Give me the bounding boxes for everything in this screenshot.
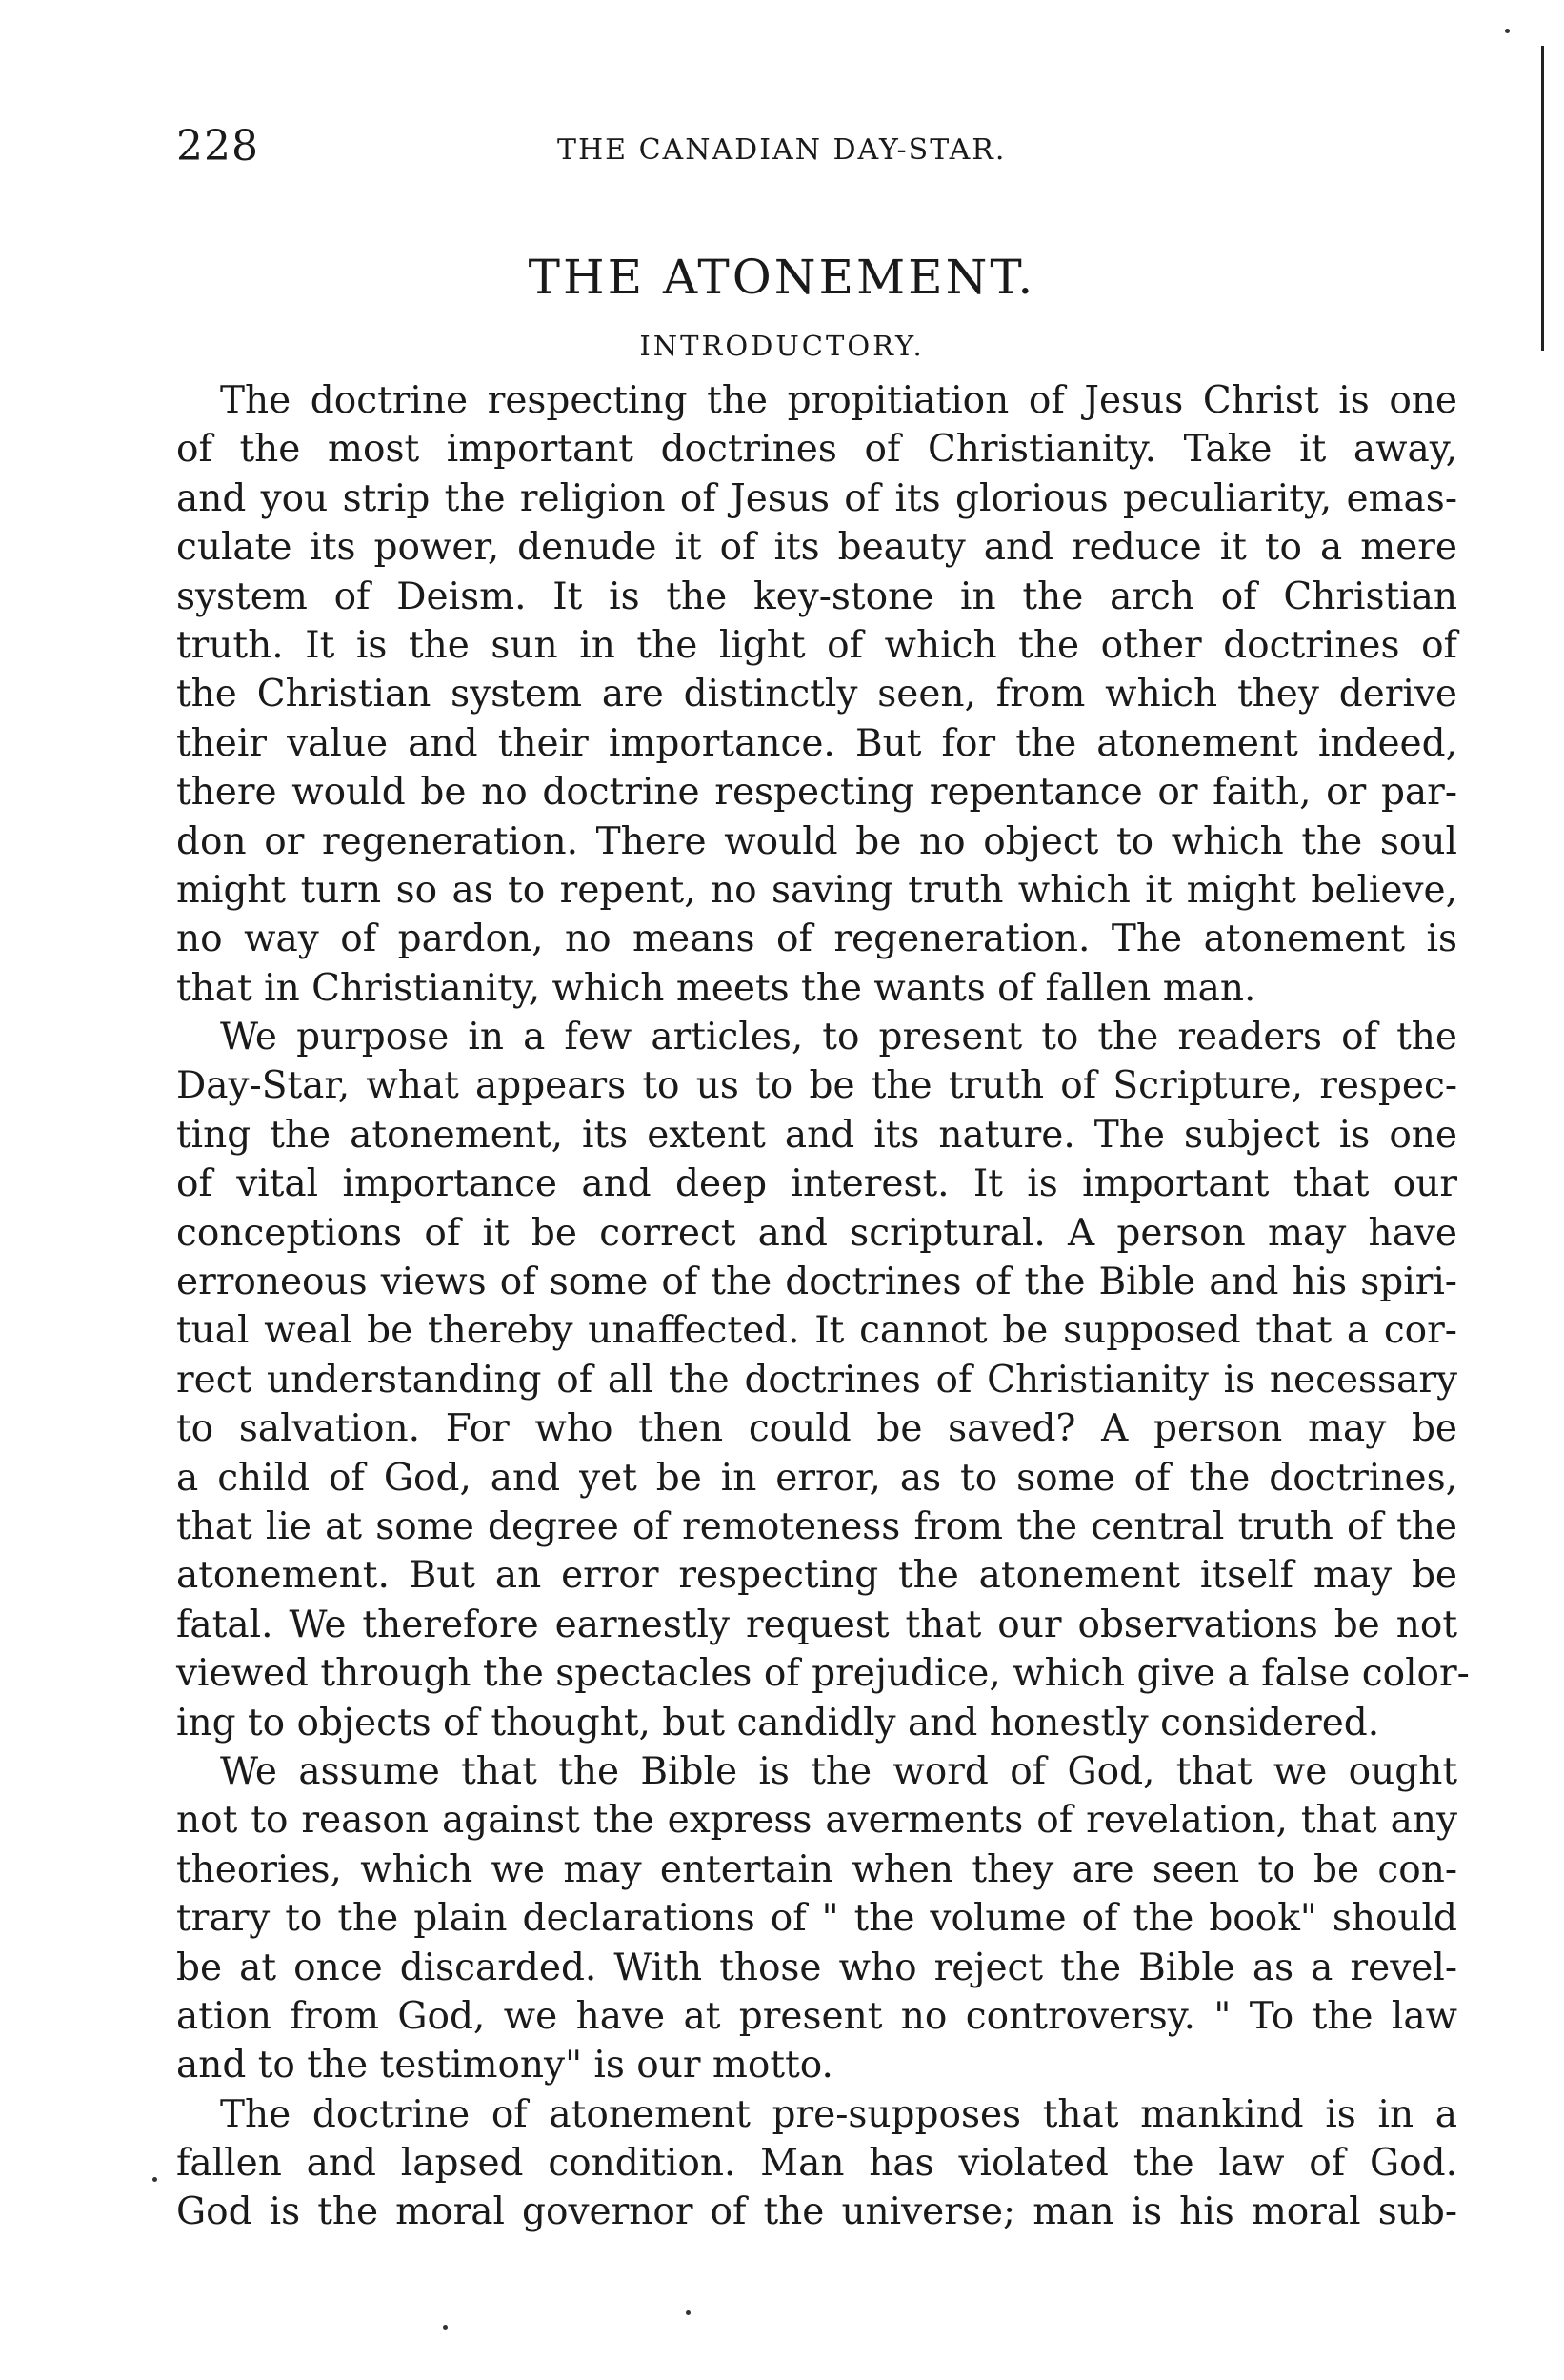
text-line: We purpose in a few articles, to present to the readers of the — [220, 1016, 1457, 1059]
page-header — [176, 122, 1453, 179]
text-line: be at once discarded. With those who reject the Bible as a revel- — [176, 1946, 1457, 1989]
text-line: of the most important doctrines of Christianity. Take it away, — [176, 428, 1457, 472]
text-line: rect understanding of all the doctrines of Christianity is necessary — [176, 1358, 1457, 1402]
text-line: there would be no doctrine respecting repentance or faith, or par- — [176, 771, 1457, 815]
text-line: erroneous views of some of the doctrines of the Bible and his spiri- — [176, 1261, 1457, 1304]
text-line: to salvation. For who then could be saved? A person may be — [176, 1407, 1457, 1451]
article-title: THE ATONEMENT. — [528, 250, 1036, 305]
text-line: tual weal be thereby unaffected. It cannot be supposed that a cor- — [176, 1309, 1457, 1353]
article-body — [176, 376, 1470, 2237]
text-line: trary to the plain declarations of " the volume of the book" should — [176, 1897, 1457, 1941]
text-line: viewed through the spectacles of prejudice, which give a false color- — [176, 1652, 1470, 1696]
text-line: ation from God, we have at present no controversy. " To the law — [176, 1994, 1457, 2038]
text-line: and to the testimony" is our motto. — [176, 2044, 833, 2088]
text-line: atonement. But an error respecting the atonement itself may be — [176, 1554, 1457, 1598]
text-line: of vital importance and deep interest. It is important that our — [176, 1162, 1457, 1206]
text-line: God is the moral governor of the universe; man is his moral sub- — [176, 2190, 1457, 2234]
text-line: fatal. We therefore earnestly request that our observations be not — [176, 1603, 1457, 1646]
text-line: ing to objects of thought, but candidly and honestly considered. — [176, 1701, 1380, 1745]
text-line: a child of God, and yet be in error, as to some of the doctrines, — [176, 1456, 1457, 1500]
scan-speck — [443, 2325, 448, 2330]
scan-speck — [686, 2310, 691, 2315]
text-line: no way of pardon, no means of regeneration. The atonement is — [176, 918, 1457, 961]
text-line: don or regeneration. There would be no object to which the soul — [176, 819, 1457, 863]
text-line: The doctrine of atonement pre-supposes that mankind is in a — [220, 2092, 1457, 2136]
text-line: theories, which we may entertain when they are seen to be con- — [176, 1847, 1457, 1891]
scan-speck — [152, 2177, 157, 2182]
text-line: and you strip the religion of Jesus of its glorious peculiarity, emas- — [176, 476, 1457, 520]
text-line: conceptions of it be correct and scriptural. A person may have — [176, 1211, 1457, 1255]
text-line: We assume that the Bible is the word of God, that we ought — [220, 1749, 1457, 1793]
text-line: culate its power, denude it of its beauty and reduce it to a mere — [176, 526, 1457, 570]
page-number: 228 — [176, 122, 259, 171]
text-line: might turn so as to repent, no saving truth which it might believe, — [176, 868, 1457, 912]
scan-edge-rule — [1541, 46, 1544, 351]
text-line: the Christian system are distinctly seen, from which they derive — [176, 673, 1457, 716]
text-line: fallen and lapsed condition. Man has violated the law of God. — [176, 2142, 1457, 2186]
text-line: The doctrine respecting the propitiation of Jesus Christ is one — [220, 379, 1457, 422]
text-line: not to reason against the express averments of revelation, that any — [176, 1799, 1457, 1843]
text-line: their value and their importance. But for the atonement indeed, — [176, 721, 1457, 765]
text-line: ting the atonement, its extent and its nature. The subject is one — [176, 1113, 1457, 1157]
scan-speck — [1505, 29, 1510, 33]
text-line: truth. It is the sun in the light of which the other doctrines of — [176, 623, 1457, 667]
running-head: THE CANADIAN DAY-STAR. — [557, 133, 1007, 167]
text-line: that lie at some degree of remoteness from the central truth of the — [176, 1504, 1457, 1548]
text-line: Day-Star, what appears to us to be the truth of Scripture, respec- — [176, 1064, 1457, 1108]
text-line: system of Deism. It is the key-stone in the arch of Christian — [176, 575, 1457, 618]
article-subtitle: INTRODUCTORY. — [639, 330, 925, 362]
text-line: that in Christianity, which meets the wants of fallen man. — [176, 966, 1256, 1010]
